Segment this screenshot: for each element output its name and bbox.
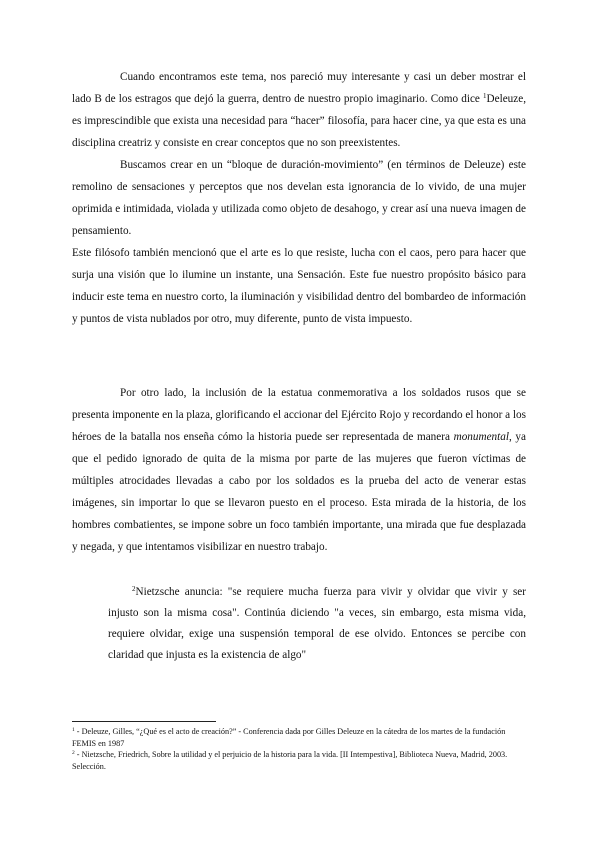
paragraph-4-text-a: Por otro lado, la inclusión de la estatua conmemorativa a los soldados rusos que se presenta imponente en la plaza, glorificando el accionar del Ejército Rojo y recordando el honor a los héroes de la batalla nos enseña cómo la historia puede ser representada de manera <box>72 387 526 443</box>
footnote-1-number: 1 <box>72 727 75 733</box>
footnote-ref-2: 2 <box>132 585 136 593</box>
footnote-separator <box>72 721 216 722</box>
paragraph-1-text-b: Deleuze, es imprescindible que exista una necesidad para “hacer” filosofía, para hacer cine, ya que esta es una disciplina creatriz y consiste en crear conceptos que no son preexistentes. <box>72 93 526 149</box>
paragraph-1-text-a: Cuando encontramos este tema, nos pareció muy interesante y casi un deber mostrar el lado B de los estragos que dejó la guerra, dentro de nuestro propio imaginario. Como dice <box>72 71 526 105</box>
paragraph-4-italic-word: monumental <box>453 431 509 443</box>
block-quote <box>108 582 526 666</box>
footnote-ref-1: 1 <box>483 92 487 100</box>
paragraph-1 <box>72 66 526 154</box>
footnote-1-text: - Deleuze, Gilles, “¿Qué es el acto de creación?” - Conferencia dada por Gilles Deleuze en la cátedra de los martes de la fundación FEMIS en 1987 <box>72 727 506 748</box>
block-quote-paragraph <box>108 582 526 666</box>
paragraph-2: Buscamos crear en un “bloque de duración-movimiento” (en términos de Deleuze) este remolino de sensaciones y perceptos que nos develan esta ignorancia de lo vivido, de una mujer oprimida e intimidada, violada y utilizada como objeto de desahogo, y crear así una nueva imagen de pensamiento. <box>72 159 526 237</box>
footnote-1 <box>72 726 526 749</box>
block-quote-text: Nietzsche anuncia: "se requiere mucha fuerza para vivir y olvidar que vivir y ser injusto son la misma cosa". Continúa diciendo "a veces, sin embargo, esta misma vida, requiere olvidar, exige una suspensión temporal de ese olvido. Entonces se percibe con claridad que injusta es la existencia de algo" <box>108 586 526 661</box>
footnotes <box>72 726 526 772</box>
paragraph-4-text-b: , ya que el pedido ignorado de quita de la misma por parte de las mujeres que fueron víctimas de múltiples atrocidades llevadas a cabo por los soldados es la prueba del acto de venerar estas imágenes, sin importar lo que se llevaron puesto en el proceso. Esta mirada de la historia, de los hombres combatientes, se impone sobre un foco también importante, una mirada que fue desplazada y negada, y que intentamos visibilizar en nuestro trabajo. <box>72 431 526 553</box>
paragraph-3: Este filósofo también mencionó que el arte es lo que resiste, lucha con el caos, pero para hacer que surja una visión que lo ilumine un instante, una Sensación. Este fue nuestro propósito básico para inducir este tema en nuestro corto, la iluminación y visibilidad dentro del bombardeo de información y puntos de vista nublados por otro, muy diferente, punto de vista impuesto. <box>72 247 526 325</box>
body-section-1 <box>72 66 526 330</box>
footnote-2-text: - Nietzsche, Friedrich, Sobre la utilidad y el perjuicio de la historia para la vida. [II Intempestiva], Biblioteca Nueva, Madrid, 2003. Selección. <box>72 750 508 771</box>
paragraph-4 <box>72 382 526 558</box>
body-section-2 <box>72 382 526 558</box>
footnote-2 <box>72 749 526 772</box>
footnote-2-number: 2 <box>72 750 75 756</box>
